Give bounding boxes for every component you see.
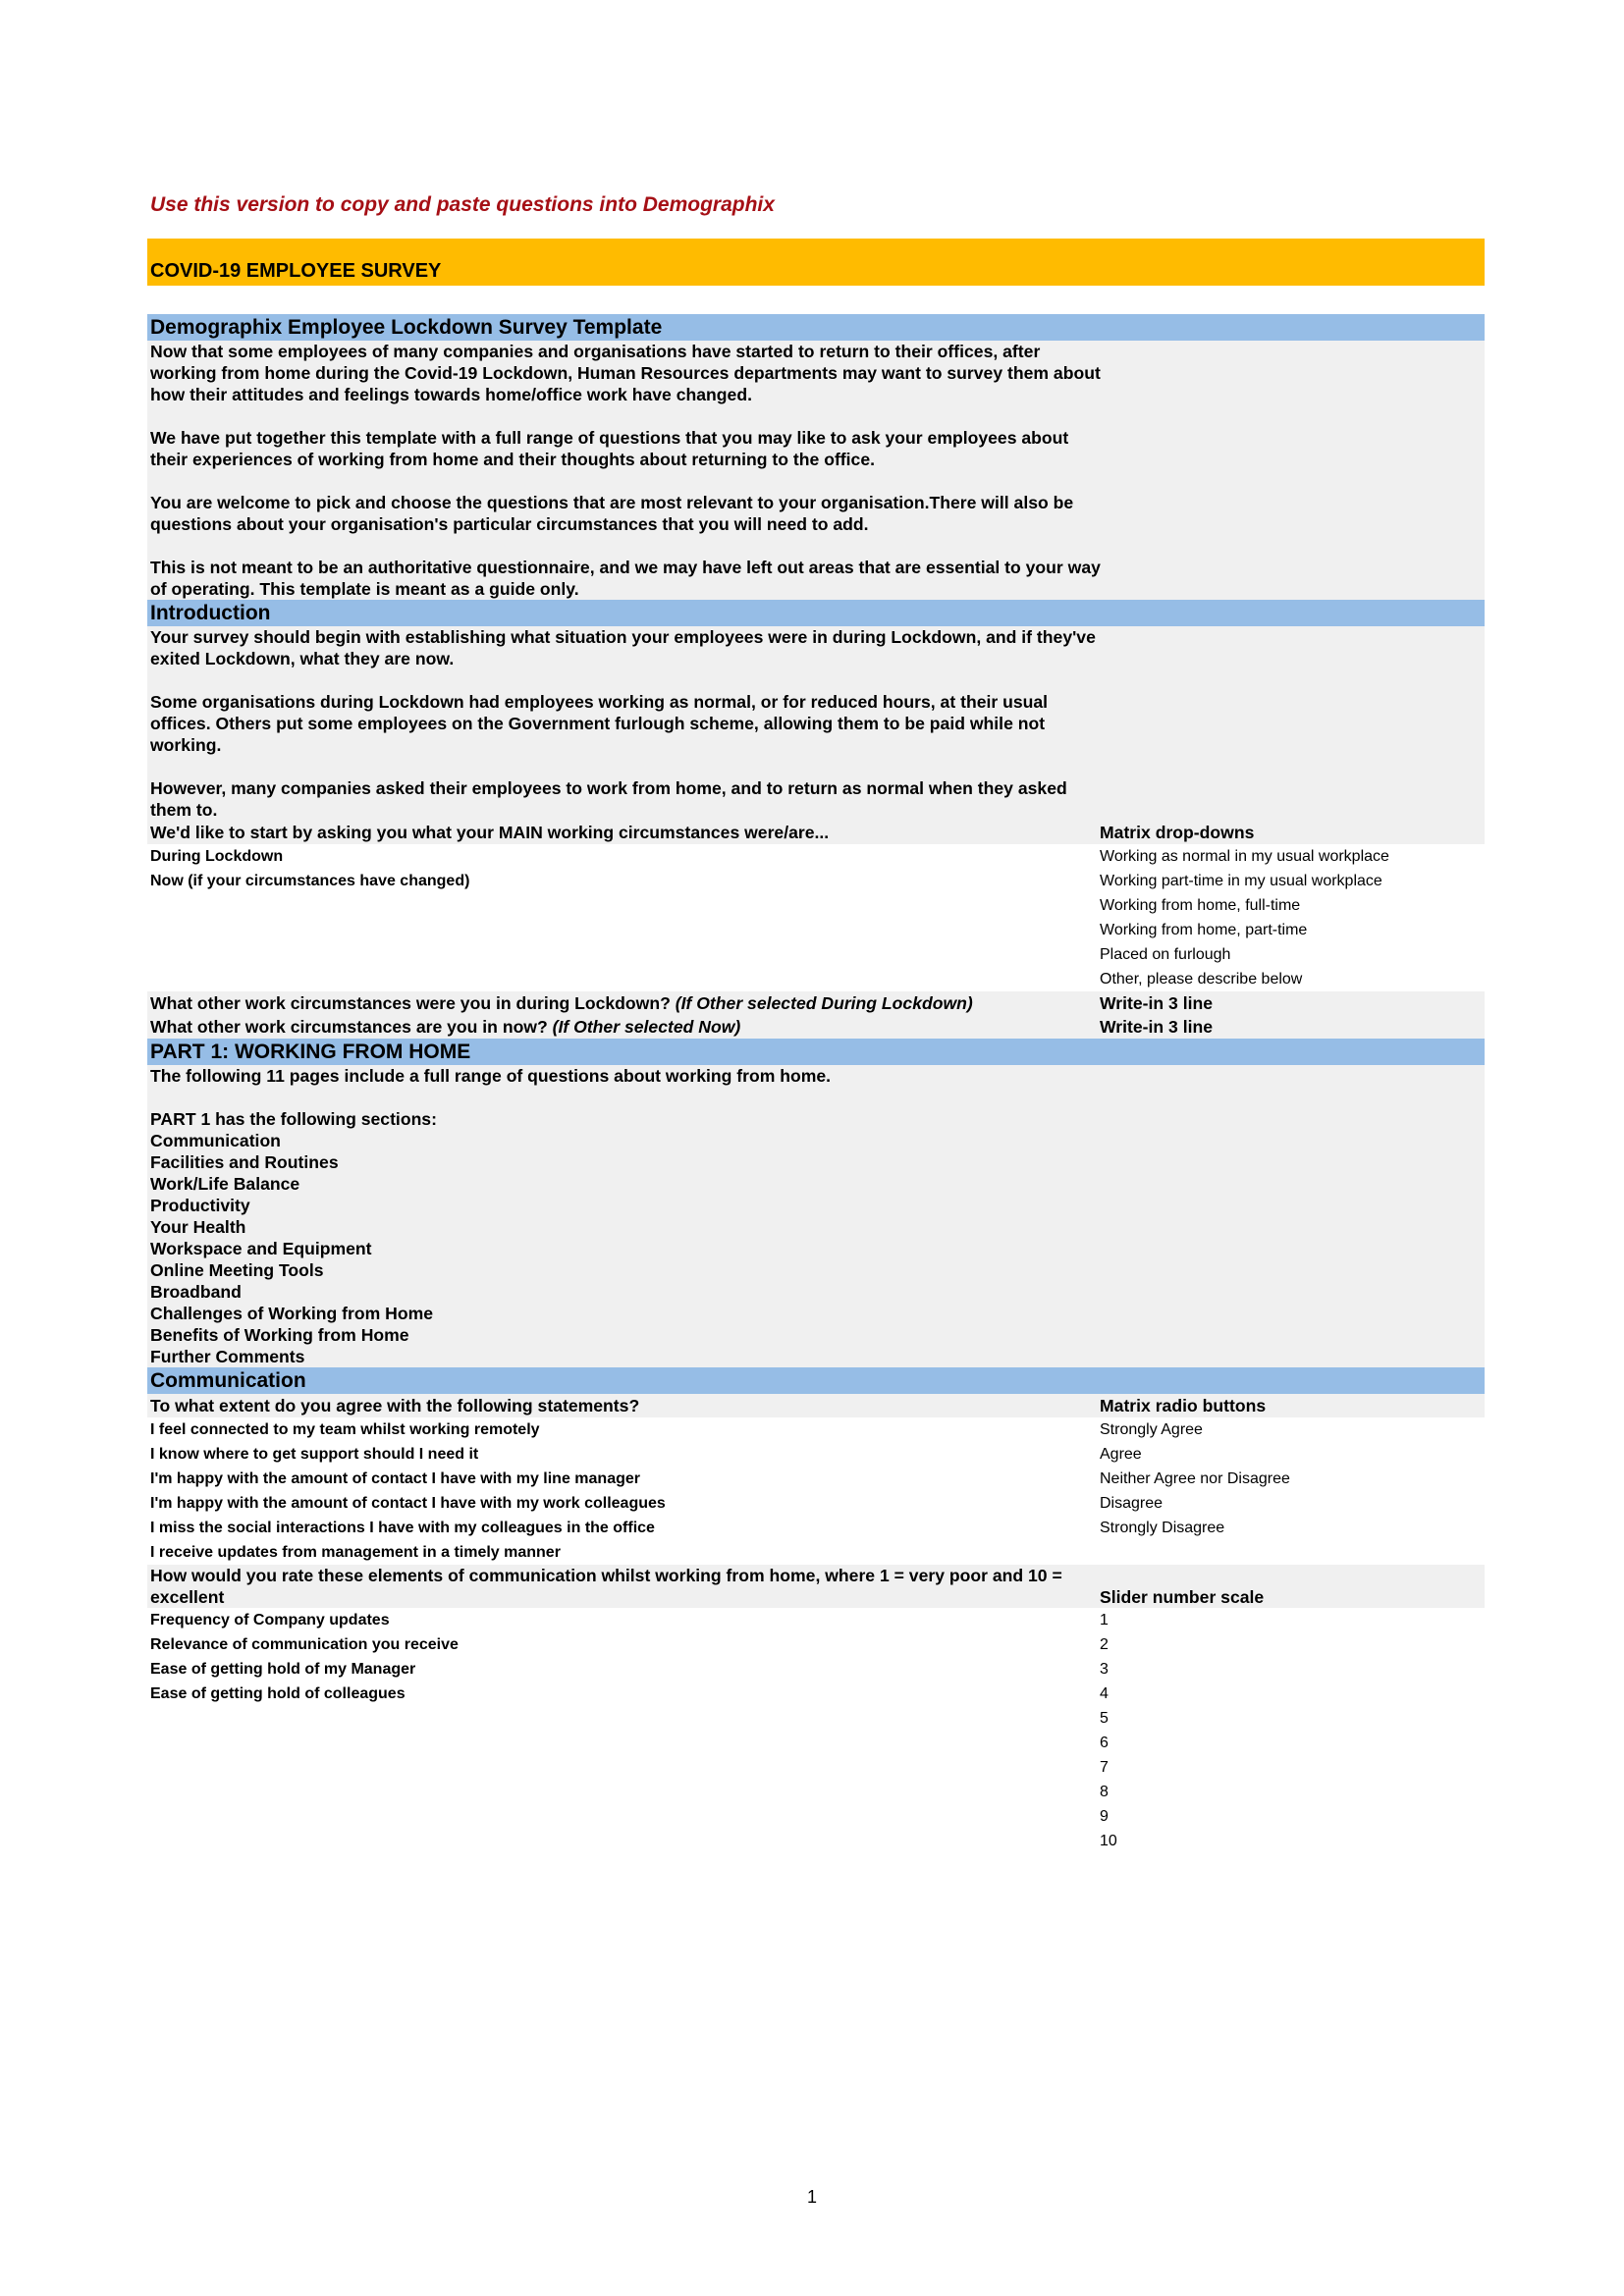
part1-intro-text: The following 11 pages include a full range of questions about working from home. (150, 1066, 832, 1086)
matrix-row-label: Now (if your circumstances have changed) (150, 873, 470, 889)
question-type-label: Matrix radio buttons (1100, 1396, 1267, 1415)
section-list-item: Communication (150, 1131, 281, 1150)
followup-row (147, 991, 1485, 1015)
rating-row: Ease of getting hold of my Manager (150, 1661, 416, 1678)
scale-value: 5 (1100, 1710, 1109, 1727)
part1-body (147, 1065, 1485, 1367)
dropdown-option: Working as normal in my usual workplace (1100, 848, 1389, 865)
section-list-label: PART 1 has the following sections: (150, 1109, 437, 1129)
section-list-item: Online Meeting Tools (150, 1260, 324, 1280)
statement-row: I'm happy with the amount of contact I have with my line manager (150, 1470, 640, 1487)
section-list-item: Work/Life Balance (150, 1174, 300, 1194)
section-list-item: Workspace and Equipment (150, 1239, 372, 1258)
scale-value: 2 (1100, 1636, 1109, 1653)
introduction-paragraph: Some organisations during Lockdown had employees working as normal, or for reduced hours, at their usual offices. Others put some employees on the Government furlough scheme, allowing them to be paid while not working. (150, 692, 1049, 755)
followup-row (147, 1015, 1485, 1039)
question-type-label: Write-in 3 line (1100, 993, 1214, 1013)
circumstances-question: We'd like to start by asking you what your MAIN working circumstances were/are... (150, 823, 830, 842)
section-header-template: Demographix Employee Lockdown Survey Template (147, 314, 1485, 341)
template-body (147, 341, 1485, 600)
section-header-communication: Communication (147, 1367, 1485, 1394)
section-header-part1: PART 1: WORKING FROM HOME (147, 1039, 1485, 1065)
page-number: 1 (806, 2187, 817, 2207)
dropdown-options (1100, 844, 1485, 991)
matrix-row-label: During Lockdown (150, 848, 284, 865)
circumstances-matrix (147, 844, 1485, 991)
section-list-item: Productivity (150, 1196, 250, 1215)
rating-row: Ease of getting hold of colleagues (150, 1685, 406, 1702)
section-list-item: Challenges of Working from Home (150, 1304, 434, 1323)
radio-option: Strongly Agree (1100, 1421, 1203, 1438)
template-paragraph: This is not meant to be an authoritative questionnaire, and we may have left out areas that are essential to your way of operating. This template is meant as a guide only. (150, 558, 1101, 599)
template-paragraph: Now that some employees of many companies and organisations have started to return to their offices, after working from home during the Covid-19 Lockdown, Human Resources departments may want to survey them about how their attitudes and feelings towards home/office work have changed. (150, 342, 1101, 404)
matrix-rows (147, 1417, 1100, 1565)
template-paragraph: We have put together this template with a full range of questions that you may like to ask your employees about their experiences of working from home and their thoughts about returning to the office. (150, 428, 1069, 469)
agreement-question: To what extent do you agree with the following statements? (150, 1396, 640, 1415)
agreement-question-row (147, 1394, 1485, 1417)
agreement-matrix (147, 1417, 1485, 1565)
statement-row: I'm happy with the amount of contact I have with my work colleagues (150, 1495, 666, 1512)
section-list-item: Facilities and Routines (150, 1152, 339, 1172)
part1-section-list (147, 1108, 1485, 1367)
radio-option: Strongly Disagree (1100, 1520, 1225, 1536)
introduction-paragraph: However, many companies asked their employees to work from home, and to return as normal when they asked them to. (150, 778, 1067, 820)
section-header-introduction: Introduction (147, 600, 1485, 626)
survey-sheet (147, 314, 1485, 1853)
section-list-item: Further Comments (150, 1347, 305, 1366)
circumstances-question-row (147, 821, 1485, 844)
section-list-item: Benefits of Working from Home (150, 1325, 409, 1345)
section-list-item: Broadband (150, 1282, 242, 1302)
dropdown-option: Working from home, full-time (1100, 897, 1301, 914)
matrix-rows (147, 1608, 1100, 1853)
dropdown-option: Working from home, part-time (1100, 922, 1308, 938)
section-list-item: Your Health (150, 1217, 246, 1237)
statement-row: I know where to get support should I need it (150, 1446, 479, 1463)
scale-value: 4 (1100, 1685, 1109, 1702)
introduction-paragraphs (147, 626, 1106, 821)
radio-option: Disagree (1100, 1495, 1164, 1512)
dropdown-option: Other, please describe below (1100, 971, 1303, 988)
followup-question-lockdown: What other work circumstances were you in during Lockdown? (If Other selected During Lockdown) (150, 993, 973, 1013)
rating-question-row (147, 1565, 1485, 1608)
scale-value: 7 (1100, 1759, 1109, 1776)
instruction-note: Use this version to copy and paste questions into Demographix (150, 193, 775, 216)
template-paragraphs (147, 341, 1106, 600)
dropdown-option: Working part-time in my usual workplace (1100, 873, 1382, 889)
scale-value: 6 (1100, 1735, 1109, 1751)
scale-value: 9 (1100, 1808, 1109, 1825)
scale-value: 1 (1100, 1612, 1109, 1629)
radio-option: Neither Agree nor Disagree (1100, 1470, 1290, 1487)
survey-title-banner: COVID-19 EMPLOYEE SURVEY (147, 239, 1485, 286)
slider-scale (1100, 1608, 1485, 1853)
followup-question-now: What other work circumstances are you in now? (If Other selected Now) (150, 1017, 741, 1037)
statement-row: I miss the social interactions I have with my colleagues in the office (150, 1520, 655, 1536)
radio-options (1100, 1417, 1485, 1565)
statement-row: I feel connected to my team whilst working remotely (150, 1421, 540, 1438)
rating-row: Relevance of communication you receive (150, 1636, 459, 1653)
question-type-label: Write-in 3 line (1100, 1017, 1214, 1037)
scale-value: 10 (1100, 1833, 1117, 1849)
introduction-body (147, 626, 1485, 844)
followup-questions (147, 991, 1485, 1039)
dropdown-option: Placed on furlough (1100, 946, 1231, 963)
question-type-label: Matrix drop-downs (1100, 823, 1255, 842)
scale-value: 3 (1100, 1661, 1109, 1678)
question-type-label: Slider number scale (1100, 1587, 1265, 1607)
part1-intro (147, 1065, 1106, 1087)
statement-row: I receive updates from management in a timely manner (150, 1544, 561, 1561)
matrix-rows (147, 844, 1100, 991)
radio-option: Agree (1100, 1446, 1142, 1463)
rating-matrix (147, 1608, 1485, 1853)
introduction-paragraph: Your survey should begin with establishing what situation your employees were in during Lockdown, and if they've exited Lockdown, what they are now. (150, 627, 1096, 668)
template-paragraph: You are welcome to pick and choose the questions that are most relevant to your organisation.There will also be questions about your organisation's particular circumstances that you will need to add. (150, 493, 1074, 534)
scale-value: 8 (1100, 1784, 1109, 1800)
rating-row: Frequency of Company updates (150, 1612, 390, 1629)
rating-question: How would you rate these elements of communication whilst working from home, where 1 = very poor and 10 = excellent (150, 1566, 1062, 1607)
